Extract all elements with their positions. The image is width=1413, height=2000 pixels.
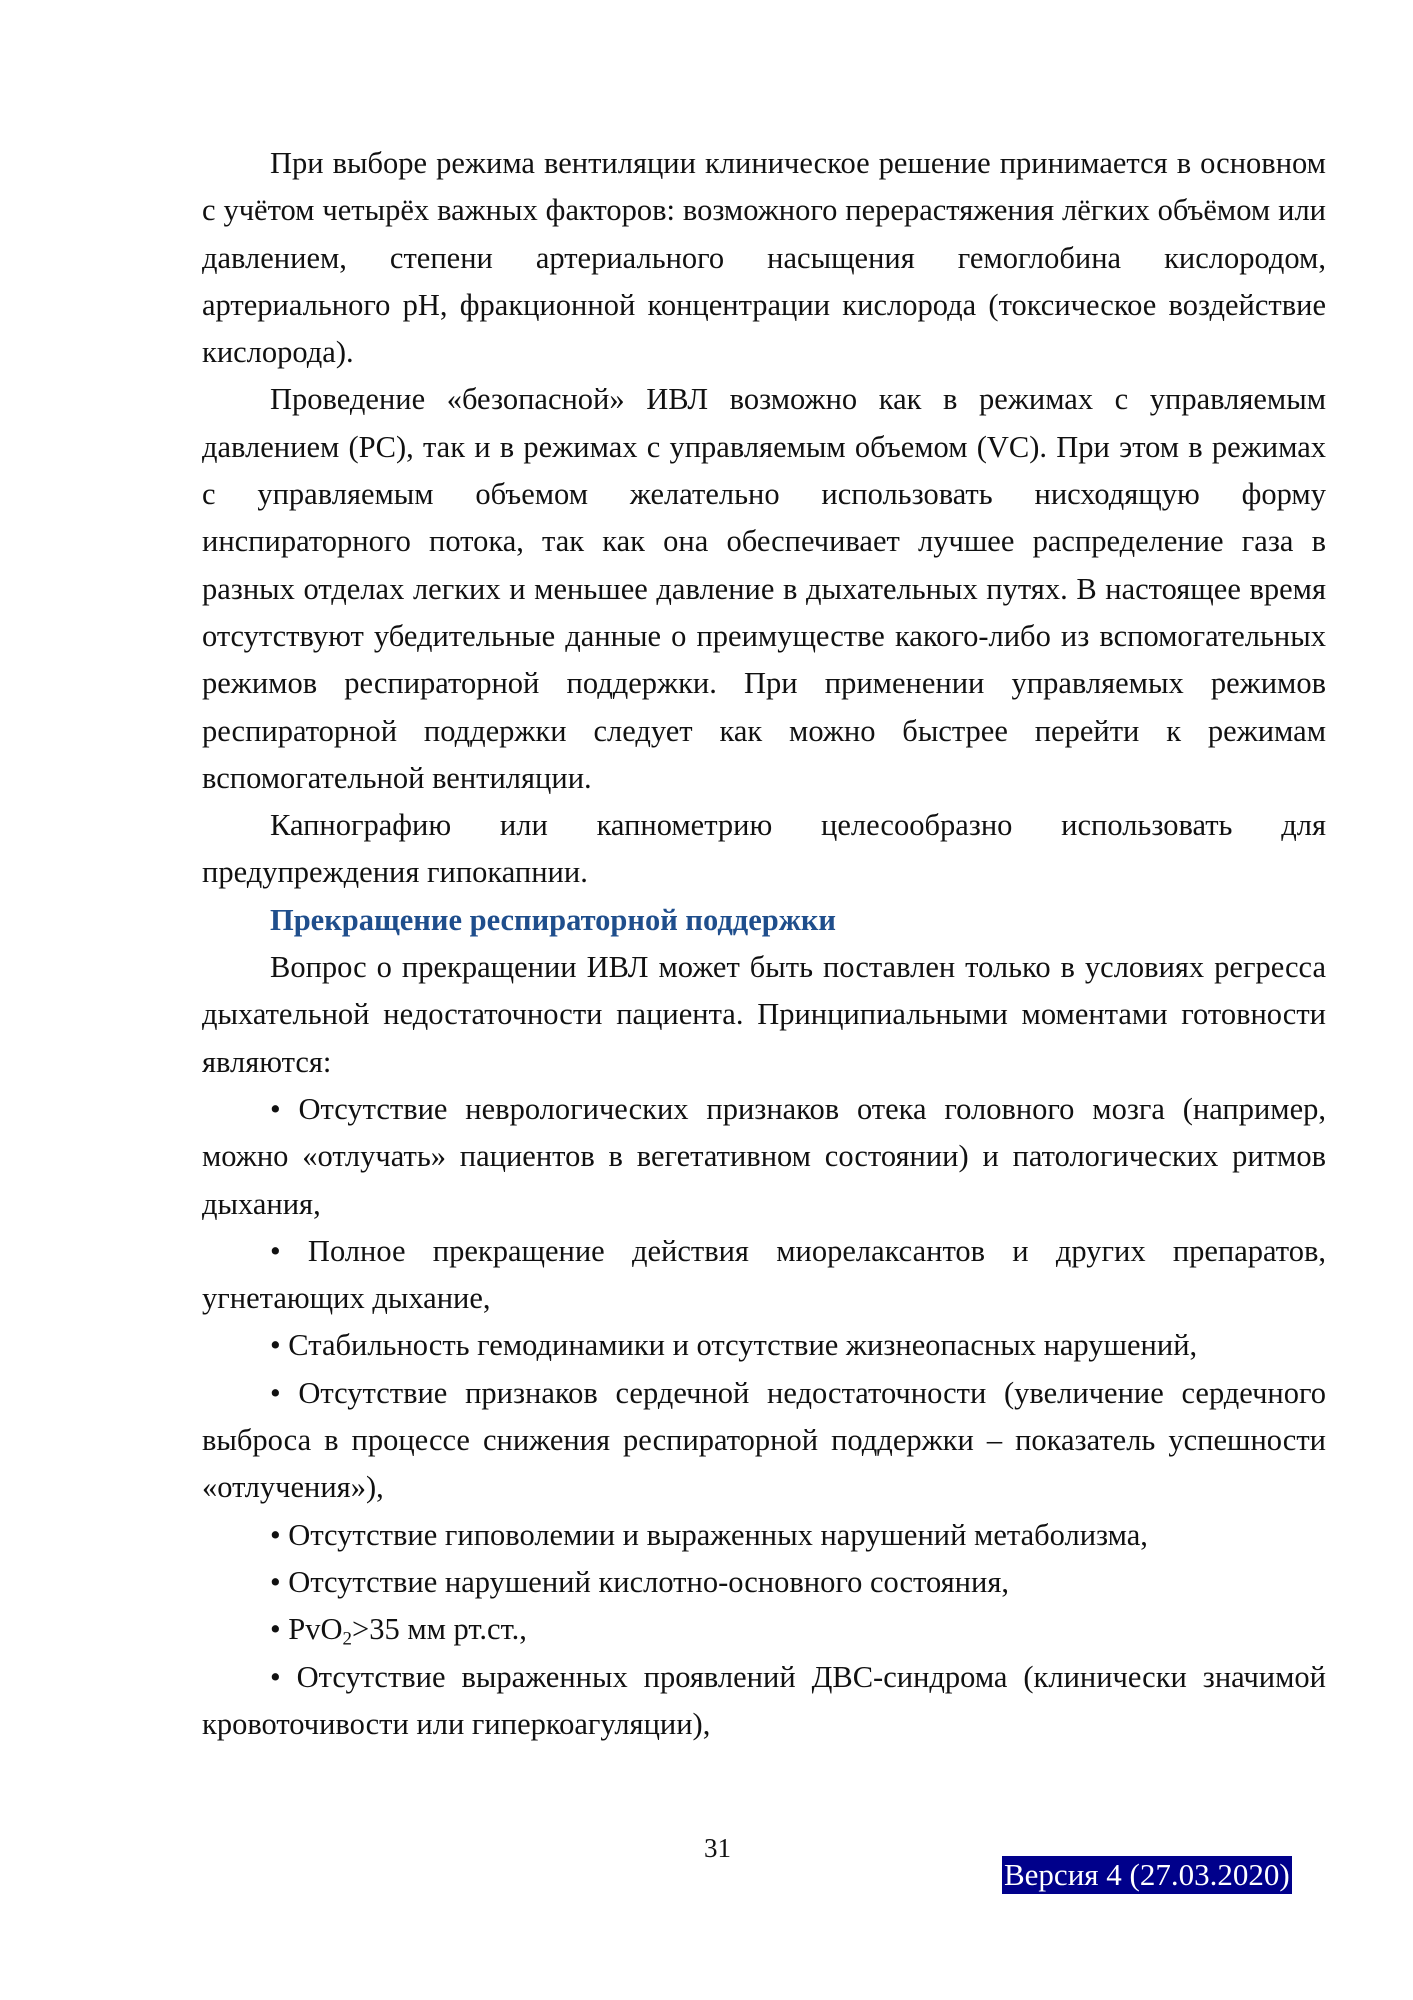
- version-badge: Версия 4 (27.03.2020): [1004, 1857, 1290, 1892]
- paragraph-section-intro: Вопрос о прекращении ИВЛ может быть поставлен только в условиях регресса дыхательной недостаточности пациента. Принципиальными моментами готовности являются:: [202, 950, 1326, 1079]
- pvo2-prefix: • PvO: [270, 1612, 343, 1647]
- page-number: 31: [704, 1833, 731, 1863]
- list-item: • Отсутствие неврологических признаков отека головного мозга (например, можно «отлучать» пациентов в вегетативном состоянии) и патологических ритмов дыхания,: [202, 1091, 1326, 1221]
- list-item: • Отсутствие признаков сердечной недостаточности (увеличение сердечного выброса в процессе снижения респираторной поддержки – показатель успешности «отлучения»),: [202, 1375, 1326, 1505]
- section-heading: Прекращение респираторной поддержки: [270, 902, 836, 937]
- paragraph-ventilation-mode: При выборе режима вентиляции клиническое решение принимается в основном с учётом четырёх важных факторов: возможного перерастяжения лёгких объёмом или давлением, степени артериального насыщения гемоглобина кислородом, артериального pH, фракционной концентрации кислорода (токсическое воздействие кислорода).: [202, 146, 1326, 370]
- list-item: • Стабильность гемодинамики и отсутствие жизнеопасных нарушений,: [270, 1328, 1198, 1363]
- paragraph-capnography: Капнографию или капнометрию целесообразно использовать для предупреждения гипокапнии.: [202, 808, 1326, 890]
- list-item: • Полное прекращение действия миорелаксантов и других препаратов, угнетающих дыхание,: [202, 1233, 1326, 1316]
- pvo2-suffix: >35 мм рт.ст.,: [352, 1612, 527, 1647]
- list-item-pvo2: [202, 1606, 1326, 1653]
- list-item: • Отсутствие нарушений кислотно-основного состояния,: [270, 1564, 1009, 1599]
- document-page: [202, 140, 1326, 1748]
- list-item: • Отсутствие выраженных проявлений ДВС-синдрома (клинически значимой кровоточивости или гиперкоагуляции),: [202, 1659, 1326, 1741]
- pvo2-subscript: 2: [342, 1628, 352, 1650]
- paragraph-safe-ventilation: Проведение «безопасной» ИВЛ возможно как в режимах с управляемым давлением (PC), так и в режимах с управляемым объемом (VC). При этом в режимах с управляемым объемом желательно использовать нисходящую форму инспираторного потока, так как она обеспечивает лучшее распределение газа в разных отделах легких и меньшее давление в дыхательных путях. В настоящее время отсутствуют убедительные данные о преимуществе какого-либо из вспомогательных режимов респираторной поддержки. При применении управляемых режимов респираторной поддержки следует как можно быстрее перейти к режимам вспомогательной вентиляции.: [202, 382, 1326, 795]
- list-item: • Отсутствие гиповолемии и выраженных нарушений метаболизма,: [270, 1517, 1148, 1552]
